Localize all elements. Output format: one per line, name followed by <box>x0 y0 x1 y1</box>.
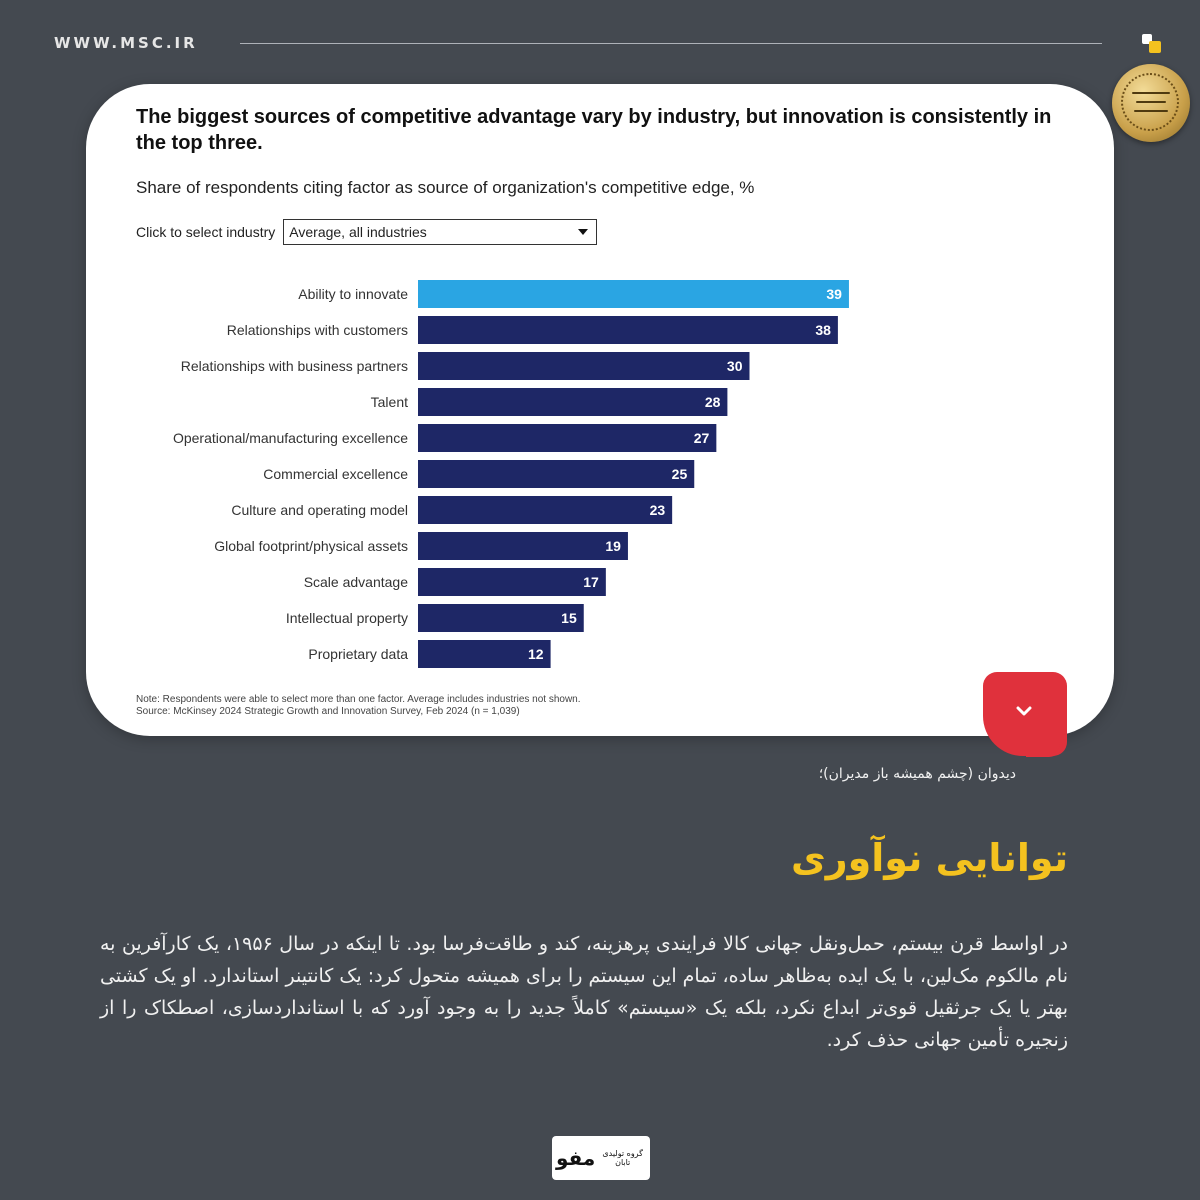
bar <box>418 460 694 488</box>
bar-value-label: 12 <box>528 646 544 662</box>
footer-logo <box>552 1136 650 1180</box>
bar-value-label: 30 <box>726 358 743 374</box>
category-label: Culture and operating model <box>231 502 408 518</box>
category-label: Global footprint/physical assets <box>214 538 408 554</box>
bar-chart <box>86 274 1114 674</box>
category-label: Relationships with business partners <box>180 358 408 374</box>
bar <box>418 280 849 308</box>
bar <box>418 388 727 416</box>
chart-note <box>136 694 581 718</box>
chevron-down-icon[interactable] <box>578 229 588 235</box>
seal-script-3 <box>1134 110 1168 112</box>
bar <box>418 352 750 380</box>
chevron-down-icon[interactable] <box>1014 701 1034 721</box>
site-url[interactable]: WWW.MSC.IR <box>54 34 198 52</box>
bar <box>418 496 672 524</box>
bar-value-label: 38 <box>815 322 831 338</box>
bar-value-label: 17 <box>583 574 599 590</box>
chart-card <box>86 84 1114 736</box>
footer-logo-subtext: گروه تولیدی تابان <box>602 1149 643 1167</box>
category-label: Proprietary data <box>308 646 408 662</box>
caption: دیدوان (چشم همیشه باز مدیران)؛ <box>818 766 1016 782</box>
header-divider <box>240 43 1102 44</box>
industry-selector <box>136 219 597 245</box>
category-label: Relationships with customers <box>226 322 408 338</box>
bar-value-label: 15 <box>561 610 577 626</box>
seal-logo <box>1112 64 1190 142</box>
bar <box>418 604 584 632</box>
bar-value-label: 25 <box>671 466 688 482</box>
bar-value-label: 27 <box>693 430 710 446</box>
category-label: Commercial excellence <box>263 466 408 482</box>
chart-title: The biggest sources of competitive advantage vary by industry, but innovation is consistently in the top three. <box>136 106 1052 154</box>
bar <box>418 424 716 452</box>
bar-value-label: 19 <box>605 538 621 554</box>
chart-subtitle: Share of respondents citing factor as source of organization's competitive edge, % <box>136 178 755 197</box>
body-text: در اواسط قرن بیستم، حمل‌ونقل جهانی کالا فرایندی پرهزینه، کند و طاقت‌فرسا بود. تا اینکه در سال ۱۹۵۶، یک کارآفرین به نام مالکوم مک‌لین، با یک ایده به‌ظاهر ساده، تمام این سیستم را برای همیشه متحول کرد: یک کانتینر استاندارد. او یک کشتی بهتر یا یک جرثقیل قوی‌تر ابداع نکرد، بلکه یک «سیستم» کاملاً جدید را به وجود آورد که با استانداردسازی، اصطکاک را از زنجیره تأمین جهانی حذف کرد. <box>100 933 1069 1051</box>
seal-script-1 <box>1132 92 1170 94</box>
category-label: Operational/manufacturing excellence <box>172 430 408 446</box>
category-label: Intellectual property <box>285 610 408 626</box>
industry-select-value: Average, all industries <box>289 224 427 240</box>
bar-value-label: 39 <box>826 286 842 302</box>
headline: توانایی نوآوری <box>790 836 1068 880</box>
category-label: Scale advantage <box>303 574 408 590</box>
category-label: Talent <box>370 394 408 410</box>
bar <box>418 568 606 596</box>
chart-source-line: Source: McKinsey 2024 Strategic Growth and Innovation Survey, Feb 2024 (n = 1,039) <box>136 706 520 717</box>
bar <box>418 532 628 560</box>
category-label: Ability to innovate <box>298 286 408 302</box>
footer-logo-text: مفو <box>556 1146 596 1170</box>
industry-select-label: Click to select industry <box>136 224 276 240</box>
bar-value-label: 23 <box>649 502 666 518</box>
brand-logo-icon <box>1140 32 1166 58</box>
bar-value-label: 28 <box>704 394 721 410</box>
seal-script-2 <box>1136 101 1166 103</box>
chart-note-line: Note: Respondents were able to select more than one factor. Average includes industries not shown. <box>136 694 581 705</box>
industry-select[interactable] <box>283 219 597 245</box>
bar <box>418 316 838 344</box>
